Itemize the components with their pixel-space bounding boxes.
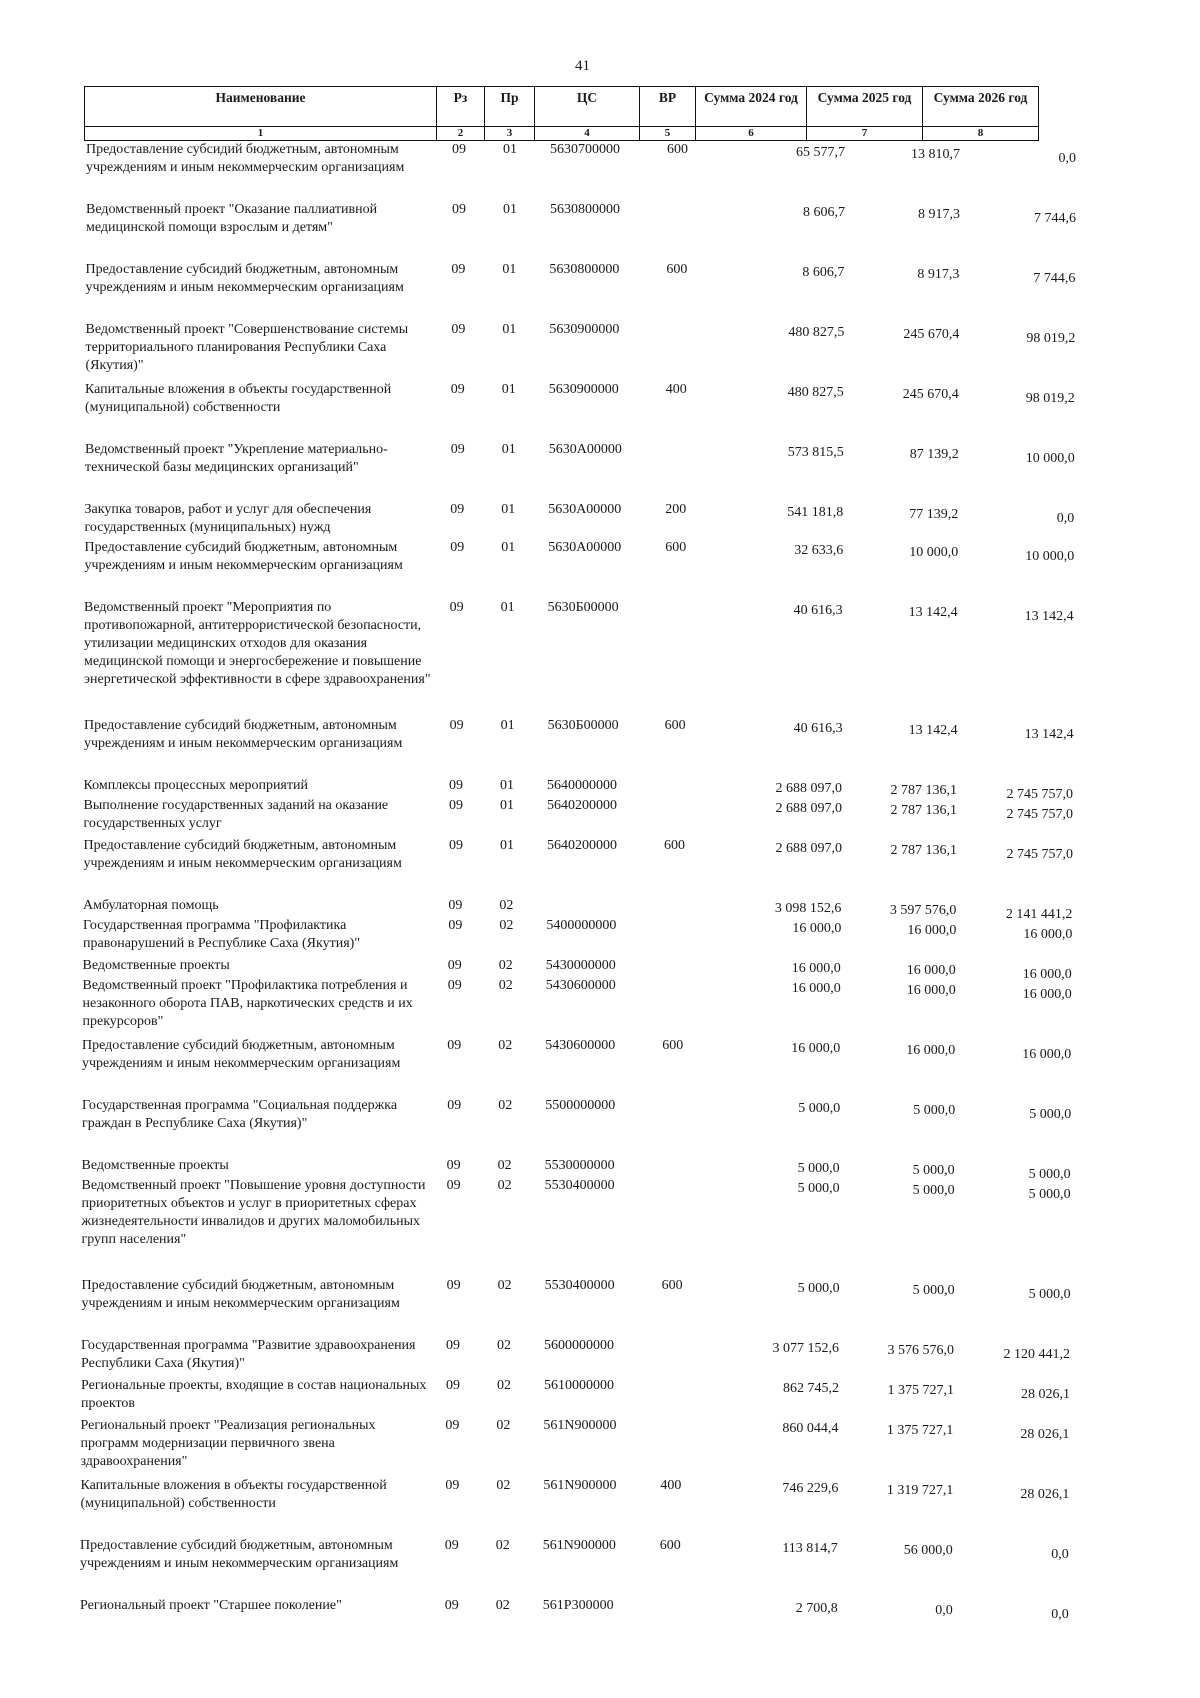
header-index: 6 — [696, 127, 807, 141]
row-cs: 5630800000 — [550, 202, 620, 217]
row-cs: 561N900000 — [542, 1538, 616, 1553]
row-name: Ведомственный проект "Мероприятия по противопожарной, антитеррористической безопасности, утилизации медицинских отходов для оказания медицинской помощи и энергосбережение и повышение энергетической эффективности в сфере здравоохранения" — [84, 600, 431, 687]
row-s2025: 16 000,0 — [907, 923, 957, 938]
row-cs: 5630А00000 — [548, 442, 622, 457]
row-cs: 5500000000 — [545, 1098, 616, 1113]
row-s2024: 5 000,0 — [798, 1101, 841, 1116]
row-s2026: 16 000,0 — [1022, 967, 1072, 982]
row-pr: 02 — [498, 958, 513, 973]
row-name: Ведомственный проект "Профилактика потребления и незаконного оборота ПАВ, наркотических средств и их прекурсоров" — [82, 978, 413, 1029]
row-s2024: 3 098 152,6 — [774, 901, 842, 916]
row-vr: 600 — [661, 1278, 683, 1293]
row-s2024: 541 181,8 — [787, 505, 844, 520]
row-s2025: 16 000,0 — [906, 963, 956, 978]
row-rz: 09 — [449, 778, 463, 793]
row-s2024: 16 000,0 — [791, 981, 841, 996]
row-s2024: 2 688 097,0 — [775, 841, 842, 856]
row-name: Ведомственный проект "Оказание паллиативной медицинской помощи взрослым и детям" — [86, 202, 378, 235]
row-cs: 5640000000 — [547, 778, 617, 793]
row-s2025: 5 000,0 — [912, 1283, 955, 1298]
row-name: Государственная программа "Социальная поддержка граждан в Республике Саха (Якутия)" — [82, 1098, 398, 1131]
row-pr: 01 — [501, 502, 516, 517]
row-rz: 09 — [449, 718, 464, 733]
row-rz: 09 — [446, 1178, 461, 1193]
row-s2026: 7 744,6 — [1033, 271, 1076, 286]
header-rz: Рз — [437, 87, 485, 127]
row-s2024: 5 000,0 — [797, 1181, 840, 1196]
row-s2026: 16 000,0 — [1022, 1047, 1072, 1062]
row-s2026: 98 019,2 — [1025, 391, 1075, 406]
row-s2025: 5 000,0 — [912, 1183, 955, 1198]
row-s2025: 3 576 576,0 — [887, 1343, 954, 1358]
row-s2026: 10 000,0 — [1025, 451, 1075, 466]
row-name: Ведомственные проекты — [82, 958, 230, 973]
row-s2024: 746 229,6 — [782, 1481, 839, 1496]
row-vr: 200 — [665, 502, 687, 517]
row-s2025: 1 375 727,1 — [886, 1423, 954, 1438]
row-vr: 400 — [665, 382, 687, 397]
row-rz: 09 — [447, 1098, 462, 1113]
row-s2026: 7 744,6 — [1034, 211, 1076, 226]
row-s2025: 8 917,3 — [917, 267, 960, 282]
row-rz: 09 — [446, 1278, 461, 1293]
row-s2026: 5 000,0 — [1028, 1187, 1071, 1202]
row-name: Предоставление субсидий бюджетным, автономным учреждениям и иным некоммерческим организациям — [82, 1038, 401, 1071]
row-name: Предоставление субсидий бюджетным, автономным учреждениям и иным некоммерческим организациям — [86, 142, 405, 175]
row-s2025: 1 319 727,1 — [886, 1483, 954, 1498]
row-rz: 09 — [446, 1158, 461, 1173]
row-pr: 01 — [502, 322, 517, 337]
header-cs: ЦС — [535, 87, 640, 127]
row-pr: 02 — [498, 1098, 513, 1113]
row-pr: 02 — [495, 1538, 510, 1553]
row-pr: 01 — [500, 838, 514, 853]
row-s2025: 13 142,4 — [908, 723, 958, 738]
row-s2026: 5 000,0 — [1029, 1107, 1072, 1122]
page-number: 41 — [575, 58, 590, 74]
header-index: 4 — [535, 127, 640, 141]
row-pr: 02 — [496, 1478, 511, 1493]
row-pr: 01 — [500, 798, 514, 813]
row-vr: 600 — [664, 838, 685, 853]
row-cs: 5600000000 — [544, 1338, 614, 1353]
row-s2025: 5 000,0 — [912, 1163, 955, 1178]
row-s2024: 16 000,0 — [792, 921, 842, 936]
row-cs: 5630Б00000 — [547, 600, 619, 615]
row-vr: 600 — [662, 1038, 684, 1053]
row-rz: 09 — [446, 1378, 460, 1393]
row-pr: 02 — [499, 918, 514, 933]
row-s2025: 77 139,2 — [909, 507, 959, 522]
row-s2024: 113 814,7 — [782, 1541, 838, 1556]
row-name: Региональный проект "Старшее поколение" — [80, 1598, 342, 1613]
row-s2026: 98 019,2 — [1026, 331, 1076, 346]
row-name: Предоставление субсидий бюджетным, автономным учреждениям и иным некоммерческим организациям — [84, 540, 403, 573]
row-cs: 5640200000 — [547, 798, 617, 813]
header-index: 2 — [437, 127, 485, 141]
row-name: Капитальные вложения в объекты государственной (муниципальной) собственности — [80, 1478, 387, 1511]
row-s2025: 2 787 136,1 — [890, 803, 957, 818]
row-cs: 5640200000 — [547, 838, 617, 853]
row-cs: 561N900000 — [543, 1418, 617, 1433]
row-name: Предоставление субсидий бюджетным, автономным учреждениям и иным некоммерческим организациям — [83, 838, 402, 871]
row-s2024: 5 000,0 — [797, 1281, 840, 1296]
row-vr: 600 — [667, 142, 688, 157]
row-s2026: 0,0 — [1056, 511, 1075, 526]
row-s2024: 3 077 152,6 — [772, 1341, 839, 1356]
row-rz: 09 — [449, 838, 463, 853]
row-s2024: 573 815,5 — [787, 445, 844, 460]
row-name: Региональные проекты, входящие в состав национальных проектов — [81, 1378, 427, 1411]
row-rz: 09 — [450, 382, 465, 397]
row-cs: 5630900000 — [549, 322, 620, 337]
row-rz: 09 — [447, 958, 462, 973]
row-name: Предоставление субсидий бюджетным, автономным учреждениям и иным некоммерческим организациям — [84, 718, 403, 751]
row-s2024: 480 827,5 — [788, 325, 845, 340]
row-s2026: 2 745 757,0 — [1006, 847, 1073, 862]
row-cs: 5630Б00000 — [547, 718, 619, 733]
row-s2024: 32 633,6 — [794, 543, 844, 558]
row-name: Амбулаторная помощь — [83, 898, 219, 913]
header-index: 1 — [85, 127, 437, 141]
row-name: Предоставление субсидий бюджетным, автономным учреждениям и иным некоммерческим организациям — [85, 262, 404, 295]
row-name: Ведомственные проекты — [81, 1158, 229, 1173]
row-pr: 01 — [500, 718, 515, 733]
row-s2024: 2 688 097,0 — [775, 781, 842, 796]
header-index: 7 — [807, 127, 923, 141]
row-s2025: 3 597 576,0 — [889, 903, 957, 918]
row-s2024: 480 827,5 — [787, 385, 844, 400]
row-s2024: 8 606,7 — [803, 205, 845, 220]
row-s2024: 40 616,3 — [793, 603, 843, 618]
row-cs: 5400000000 — [546, 918, 617, 933]
row-name: Региональный проект "Реализация региональных программ модернизации первичного звена здравоохранения" — [80, 1418, 376, 1469]
row-pr: 02 — [497, 1338, 511, 1353]
row-pr: 02 — [496, 1418, 511, 1433]
row-rz: 09 — [451, 262, 466, 277]
row-pr: 02 — [497, 1158, 512, 1173]
row-name: Закупка товаров, работ и услуг для обеспечения государственных (муниципальных) нужд — [84, 502, 372, 535]
row-cs: 5630700000 — [550, 142, 620, 157]
row-pr: 02 — [499, 898, 514, 913]
row-cs: 5430600000 — [545, 1038, 616, 1053]
header-index: 3 — [485, 127, 535, 141]
row-rz: 09 — [447, 1038, 462, 1053]
row-vr: 600 — [665, 540, 687, 555]
row-s2026: 5 000,0 — [1028, 1167, 1071, 1182]
row-rz: 09 — [449, 600, 464, 615]
row-s2024: 860 044,4 — [782, 1421, 839, 1436]
row-s2026: 13 142,4 — [1024, 727, 1074, 742]
row-cs: 5530400000 — [544, 1278, 615, 1293]
row-pr: 02 — [495, 1598, 510, 1613]
row-rz: 09 — [449, 798, 463, 813]
row-pr: 02 — [498, 1038, 513, 1053]
row-s2025: 13 810,7 — [911, 147, 960, 162]
row-s2026: 2 745 757,0 — [1006, 807, 1073, 822]
row-cs: 5630900000 — [548, 382, 619, 397]
row-s2024: 2 688 097,0 — [775, 801, 842, 816]
row-s2025: 87 139,2 — [909, 447, 959, 462]
row-cs: 5630800000 — [549, 262, 620, 277]
row-pr: 01 — [501, 382, 516, 397]
row-pr: 02 — [497, 1378, 511, 1393]
header-sum-2024: Сумма 2024 год — [696, 87, 807, 127]
row-name: Ведомственный проект "Совершенствование системы территориального планирования Республики Саха (Якутия)" — [85, 322, 409, 373]
row-s2026: 2 120 441,2 — [1003, 1347, 1070, 1362]
row-s2026: 0,0 — [1058, 151, 1076, 166]
row-s2026: 13 142,4 — [1024, 609, 1074, 624]
header-index: 8 — [923, 127, 1039, 141]
row-s2025: 0,0 — [935, 1603, 953, 1618]
row-cs: 561P300000 — [542, 1598, 614, 1613]
row-s2026: 28 026,1 — [1020, 1487, 1070, 1502]
header-name: Наименование — [85, 87, 437, 127]
row-pr: 01 — [503, 202, 517, 217]
row-rz: 09 — [450, 502, 465, 517]
row-s2024: 8 606,7 — [802, 265, 845, 280]
header-pr: Пр — [485, 87, 535, 127]
row-s2026: 16 000,0 — [1023, 927, 1073, 942]
row-s2024: 2 700,8 — [795, 1601, 838, 1616]
row-s2025: 1 375 727,1 — [887, 1383, 954, 1398]
row-vr: 600 — [664, 718, 686, 733]
row-s2025: 245 670,4 — [902, 387, 959, 402]
row-s2026: 5 000,0 — [1028, 1287, 1071, 1302]
row-s2025: 2 787 136,1 — [890, 843, 957, 858]
row-name: Комплексы процессных мероприятий — [83, 778, 308, 793]
row-s2024: 40 616,3 — [793, 721, 843, 736]
row-pr: 01 — [500, 600, 515, 615]
row-pr: 01 — [500, 778, 514, 793]
row-vr: 600 — [659, 1538, 681, 1553]
row-cs: 5610000000 — [544, 1378, 614, 1393]
row-pr: 01 — [502, 262, 517, 277]
row-pr: 02 — [497, 1178, 512, 1193]
row-s2026: 28 026,1 — [1021, 1387, 1070, 1402]
row-rz: 09 — [444, 1598, 459, 1613]
row-s2025: 2 787 136,1 — [890, 783, 957, 798]
row-cs: 5530400000 — [544, 1178, 615, 1193]
row-s2024: 65 577,7 — [796, 145, 845, 160]
header-sum-2025: Сумма 2025 год — [807, 87, 923, 127]
row-pr: 01 — [501, 442, 516, 457]
row-cs: 5630А00000 — [548, 502, 622, 517]
header-sum-2026: Сумма 2026 год — [923, 87, 1039, 127]
row-rz: 09 — [452, 202, 466, 217]
row-rz: 09 — [450, 442, 465, 457]
row-cs: 5430600000 — [545, 978, 616, 993]
header-vr: ВР — [640, 87, 696, 127]
row-cs: 5430000000 — [545, 958, 616, 973]
row-s2025: 56 000,0 — [903, 1543, 953, 1558]
row-name: Государственная программа "Профилактика правонарушений в Республике Саха (Якутия)" — [83, 918, 361, 951]
row-s2025: 10 000,0 — [909, 545, 959, 560]
row-s2026: 2 745 757,0 — [1006, 787, 1073, 802]
row-s2025: 8 917,3 — [918, 207, 960, 222]
row-cs: 561N900000 — [543, 1478, 617, 1493]
row-name: Выполнение государственных заданий на оказание государственных услуг — [83, 798, 389, 831]
row-rz: 09 — [447, 978, 462, 993]
row-name: Ведомственный проект "Повышение уровня доступности приоритетных объектов и услуг в приоритетных сферах жизнедеятельности инвалидов и других маломобильных групп населения" — [81, 1178, 426, 1247]
row-s2025: 16 000,0 — [906, 983, 956, 998]
row-s2024: 862 745,2 — [783, 1381, 839, 1396]
row-s2026: 0,0 — [1051, 1607, 1069, 1622]
row-s2024: 5 000,0 — [797, 1161, 840, 1176]
row-s2025: 13 142,4 — [908, 605, 958, 620]
row-s2026: 0,0 — [1051, 1547, 1069, 1562]
row-s2026: 2 141 441,2 — [1005, 907, 1073, 922]
row-rz: 09 — [448, 918, 463, 933]
row-s2026: 28 026,1 — [1020, 1427, 1070, 1442]
header-index: 5 — [640, 127, 696, 141]
row-vr: 600 — [666, 262, 688, 277]
row-pr: 01 — [503, 142, 517, 157]
row-pr: 02 — [497, 1278, 512, 1293]
row-s2025: 16 000,0 — [906, 1043, 956, 1058]
row-cs: 5630А00000 — [548, 540, 622, 555]
row-name: Предоставление субсидий бюджетным, автономным учреждениям и иным некоммерческим организациям — [80, 1538, 399, 1571]
row-rz: 09 — [446, 1338, 460, 1353]
row-s2026: 10 000,0 — [1025, 549, 1075, 564]
row-rz: 09 — [448, 898, 463, 913]
row-s2025: 5 000,0 — [913, 1103, 956, 1118]
row-s2025: 245 670,4 — [903, 327, 960, 342]
row-s2024: 16 000,0 — [791, 1041, 841, 1056]
row-name: Государственная программа "Развитие здравоохранения Республики Саха (Якутия)" — [81, 1338, 416, 1371]
row-rz: 09 — [450, 540, 465, 555]
row-s2026: 16 000,0 — [1022, 987, 1072, 1002]
row-name: Капитальные вложения в объекты государственной (муниципальной) собственности — [85, 382, 392, 415]
row-rz: 09 — [452, 142, 466, 157]
row-name: Ведомственный проект "Укрепление материально-технической базы медицинских организаций" — [85, 442, 388, 475]
row-rz: 09 — [445, 1418, 460, 1433]
row-rz: 09 — [445, 1478, 460, 1493]
row-s2024: 16 000,0 — [791, 961, 841, 976]
row-name: Предоставление субсидий бюджетным, автономным учреждениям и иным некоммерческим организациям — [81, 1278, 400, 1311]
row-rz: 09 — [451, 322, 466, 337]
row-cs: 5530000000 — [544, 1158, 615, 1173]
row-pr: 01 — [501, 540, 516, 555]
row-vr: 400 — [660, 1478, 682, 1493]
row-rz: 09 — [444, 1538, 459, 1553]
row-pr: 02 — [498, 978, 513, 993]
